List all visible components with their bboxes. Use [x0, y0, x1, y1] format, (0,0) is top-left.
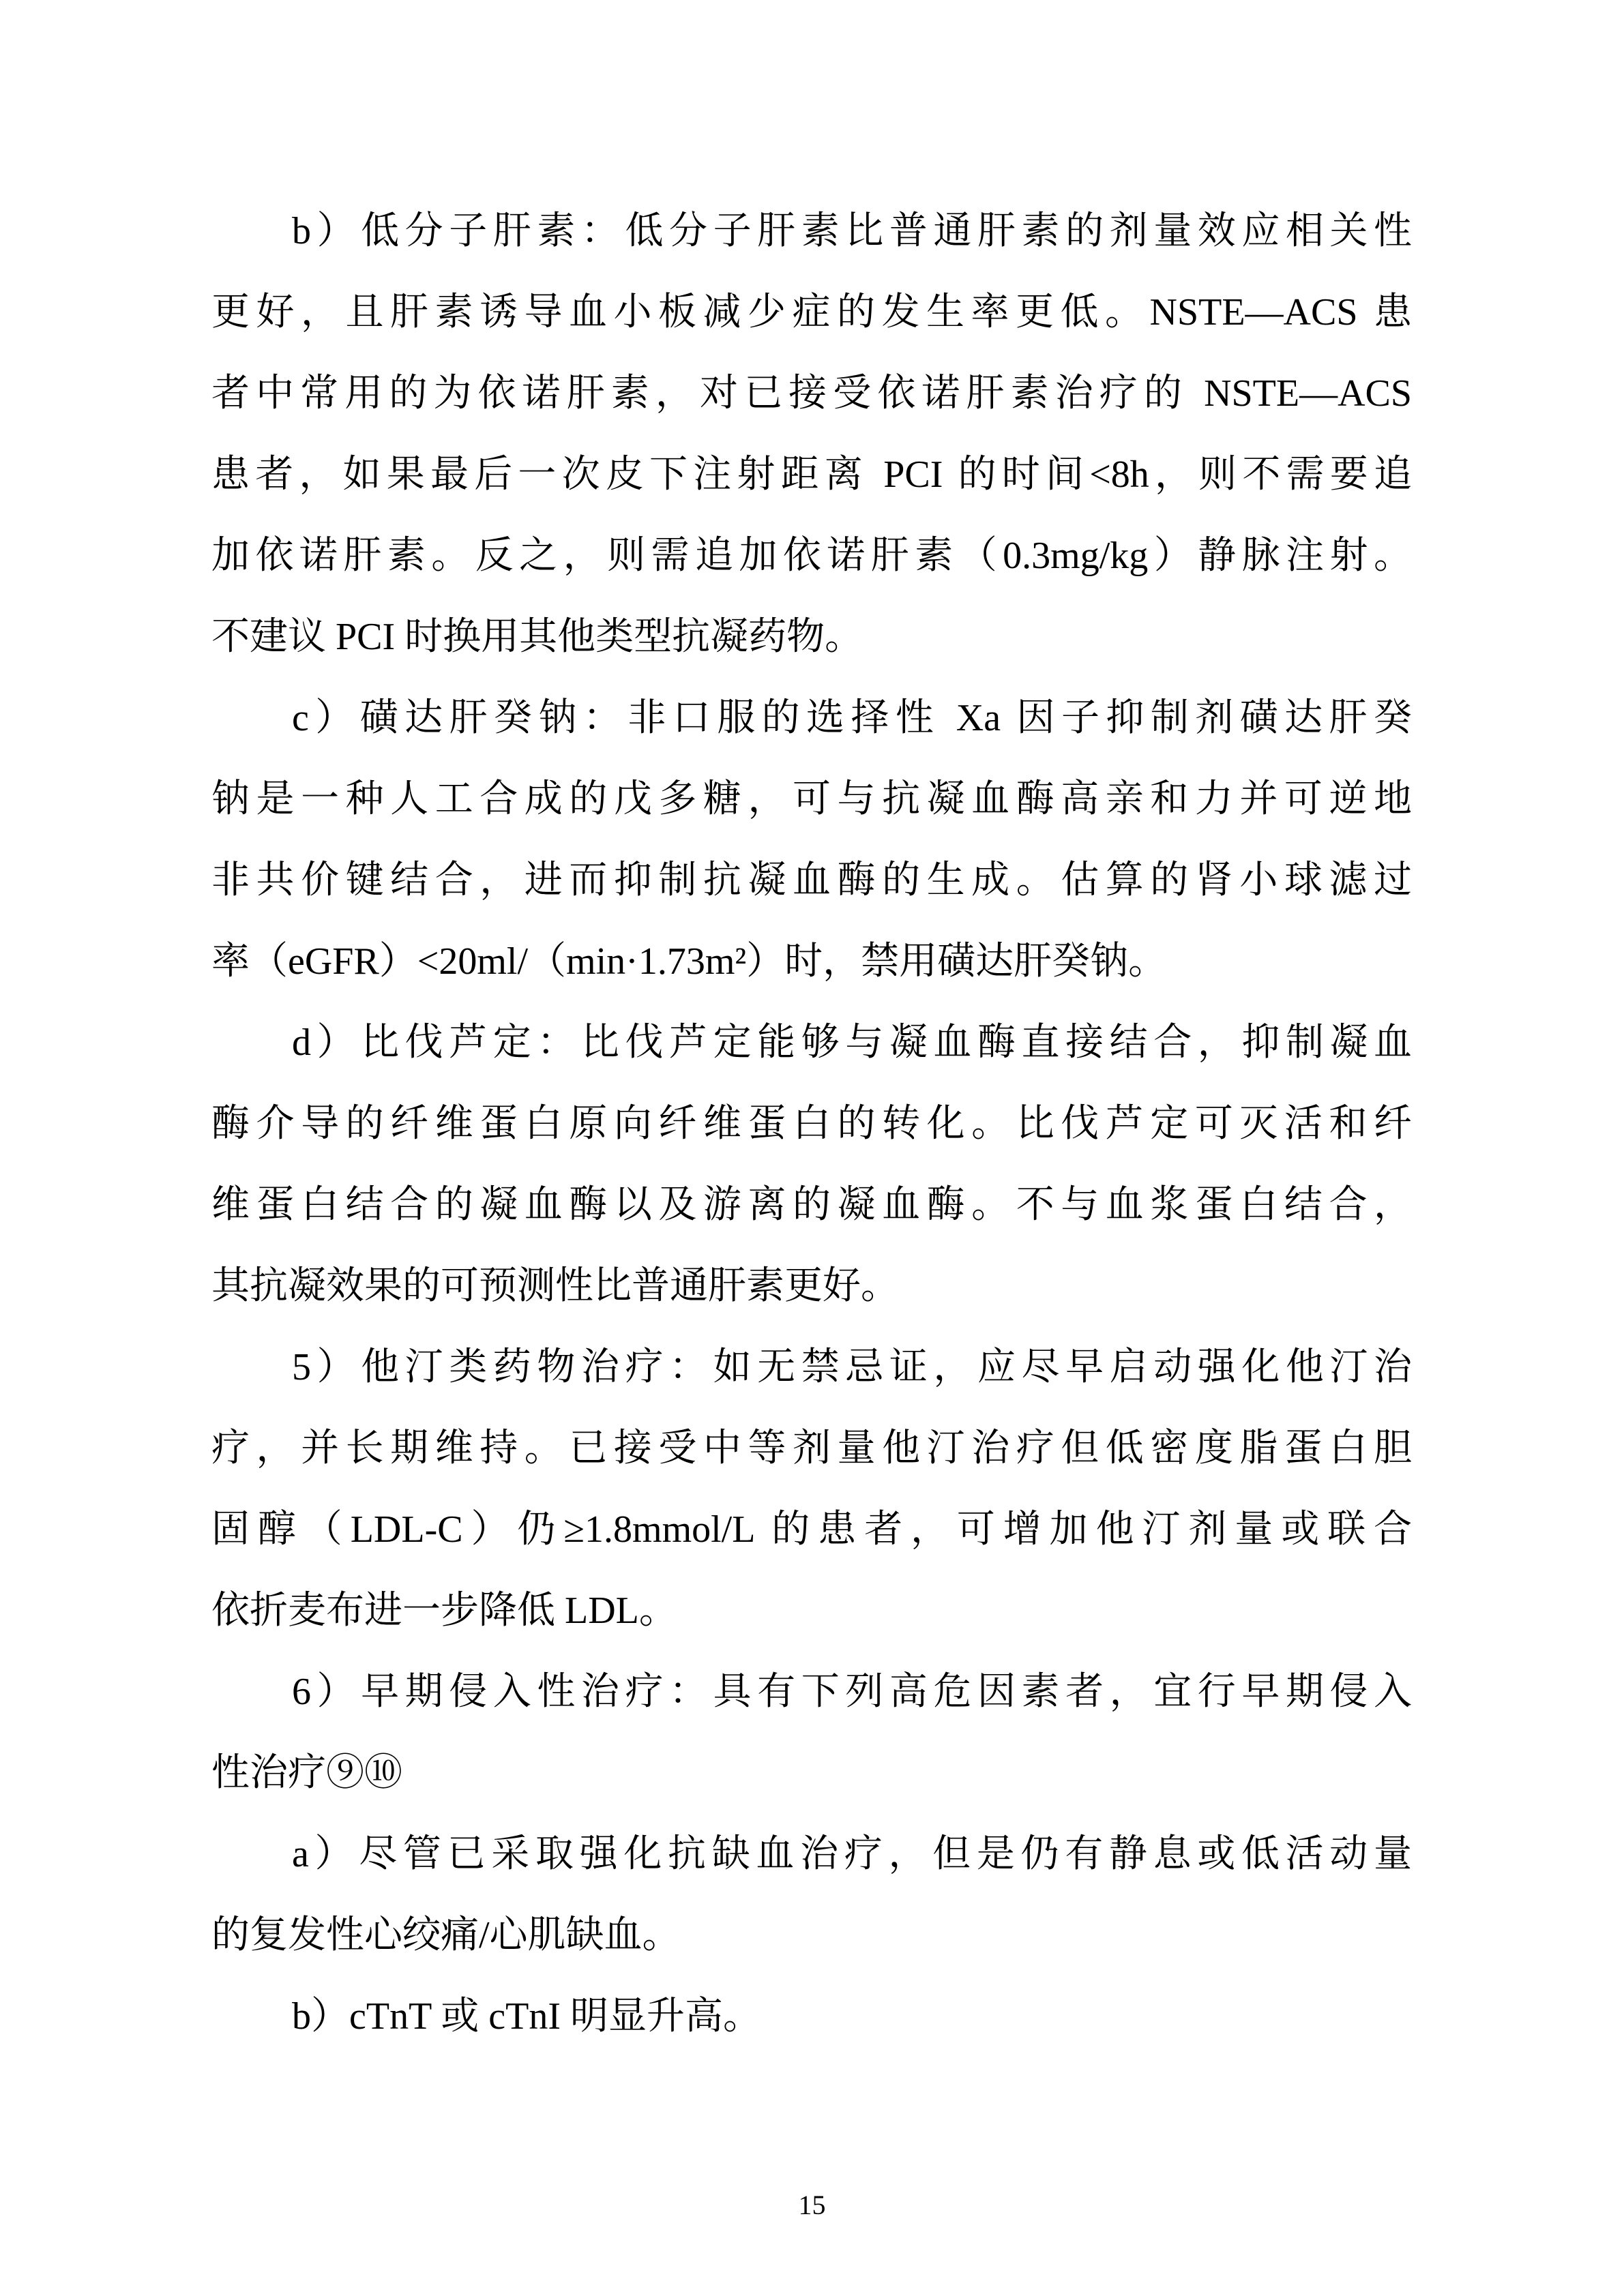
page-number: 15: [798, 2190, 826, 2220]
text-line: d）比伐芦定：比伐芦定能够与凝血酶直接结合，抑制凝血: [292, 1022, 1412, 1064]
text-line: b）低分子肝素：低分子肝素比普通肝素的剂量效应相关性: [292, 210, 1412, 252]
text-line: 6）早期侵入性治疗：具有下列高危因素者，宜行早期侵入: [292, 1671, 1412, 1713]
text-line: 率（eGFR）<20ml/（min·1.73m²）时，禁用磺达肝癸钠。: [211, 940, 1167, 983]
text-line: 者中常用的为依诺肝素，对已接受依诺肝素治疗的 NSTE—ACS: [211, 372, 1412, 415]
text-line: 疗，并长期维持。已接受中等剂量他汀治疗但低密度脂蛋白胆: [211, 1427, 1412, 1470]
text-line: 依折麦布进一步降低 LDL。: [211, 1590, 677, 1632]
text-line: 不建议 PCI 时换用其他类型抗凝药物。: [211, 616, 863, 658]
text-line: 的复发性心绞痛/心肌缺血。: [211, 1914, 681, 1956]
text-line: 加依诺肝素。反之，则需追加依诺肝素（0.3mg/kg）静脉注射。: [211, 535, 1412, 577]
text-line: 患者，如果最后一次皮下注射距离 PCI 的时间<8h，则不需要追: [211, 453, 1412, 496]
document-body: [211, 191, 1412, 2057]
text-line: 性治疗⑨⑩: [211, 1752, 402, 1794]
text-line: 维蛋白结合的凝血酶以及游离的凝血酶。不与血浆蛋白结合，: [211, 1184, 1412, 1226]
text-line: 5）他汀类药物治疗：如无禁忌证，应尽早启动强化他汀治: [292, 1346, 1412, 1388]
text-line: 酶介导的纤维蛋白原向纤维蛋白的转化。比伐芦定可灭活和纤: [211, 1103, 1412, 1145]
text-line: 钠是一种人工合成的戊多糖，可与抗凝血酶高亲和力并可逆地: [211, 778, 1412, 820]
text-line: 其抗凝效果的可预测性比普通肝素更好。: [211, 1265, 899, 1307]
text-line: c）磺达肝癸钠：非口服的选择性 Xa 因子抑制剂磺达肝癸: [292, 697, 1412, 739]
text-line: 更好，且肝素诱导血小板减少症的发生率更低。NSTE—ACS 患: [211, 291, 1412, 333]
text-line: b）cTnT 或 cTnI 明显升高。: [292, 1995, 761, 2038]
text-line: 固醇（LDL-C）仍≥1.8mmol/L 的患者，可增加他汀剂量或联合: [211, 1508, 1412, 1551]
text-line: 非共价键结合，进而抑制抗凝血酶的生成。估算的肾小球滤过: [211, 859, 1412, 901]
text-line: a）尽管已采取强化抗缺血治疗，但是仍有静息或低活动量: [292, 1833, 1412, 1875]
